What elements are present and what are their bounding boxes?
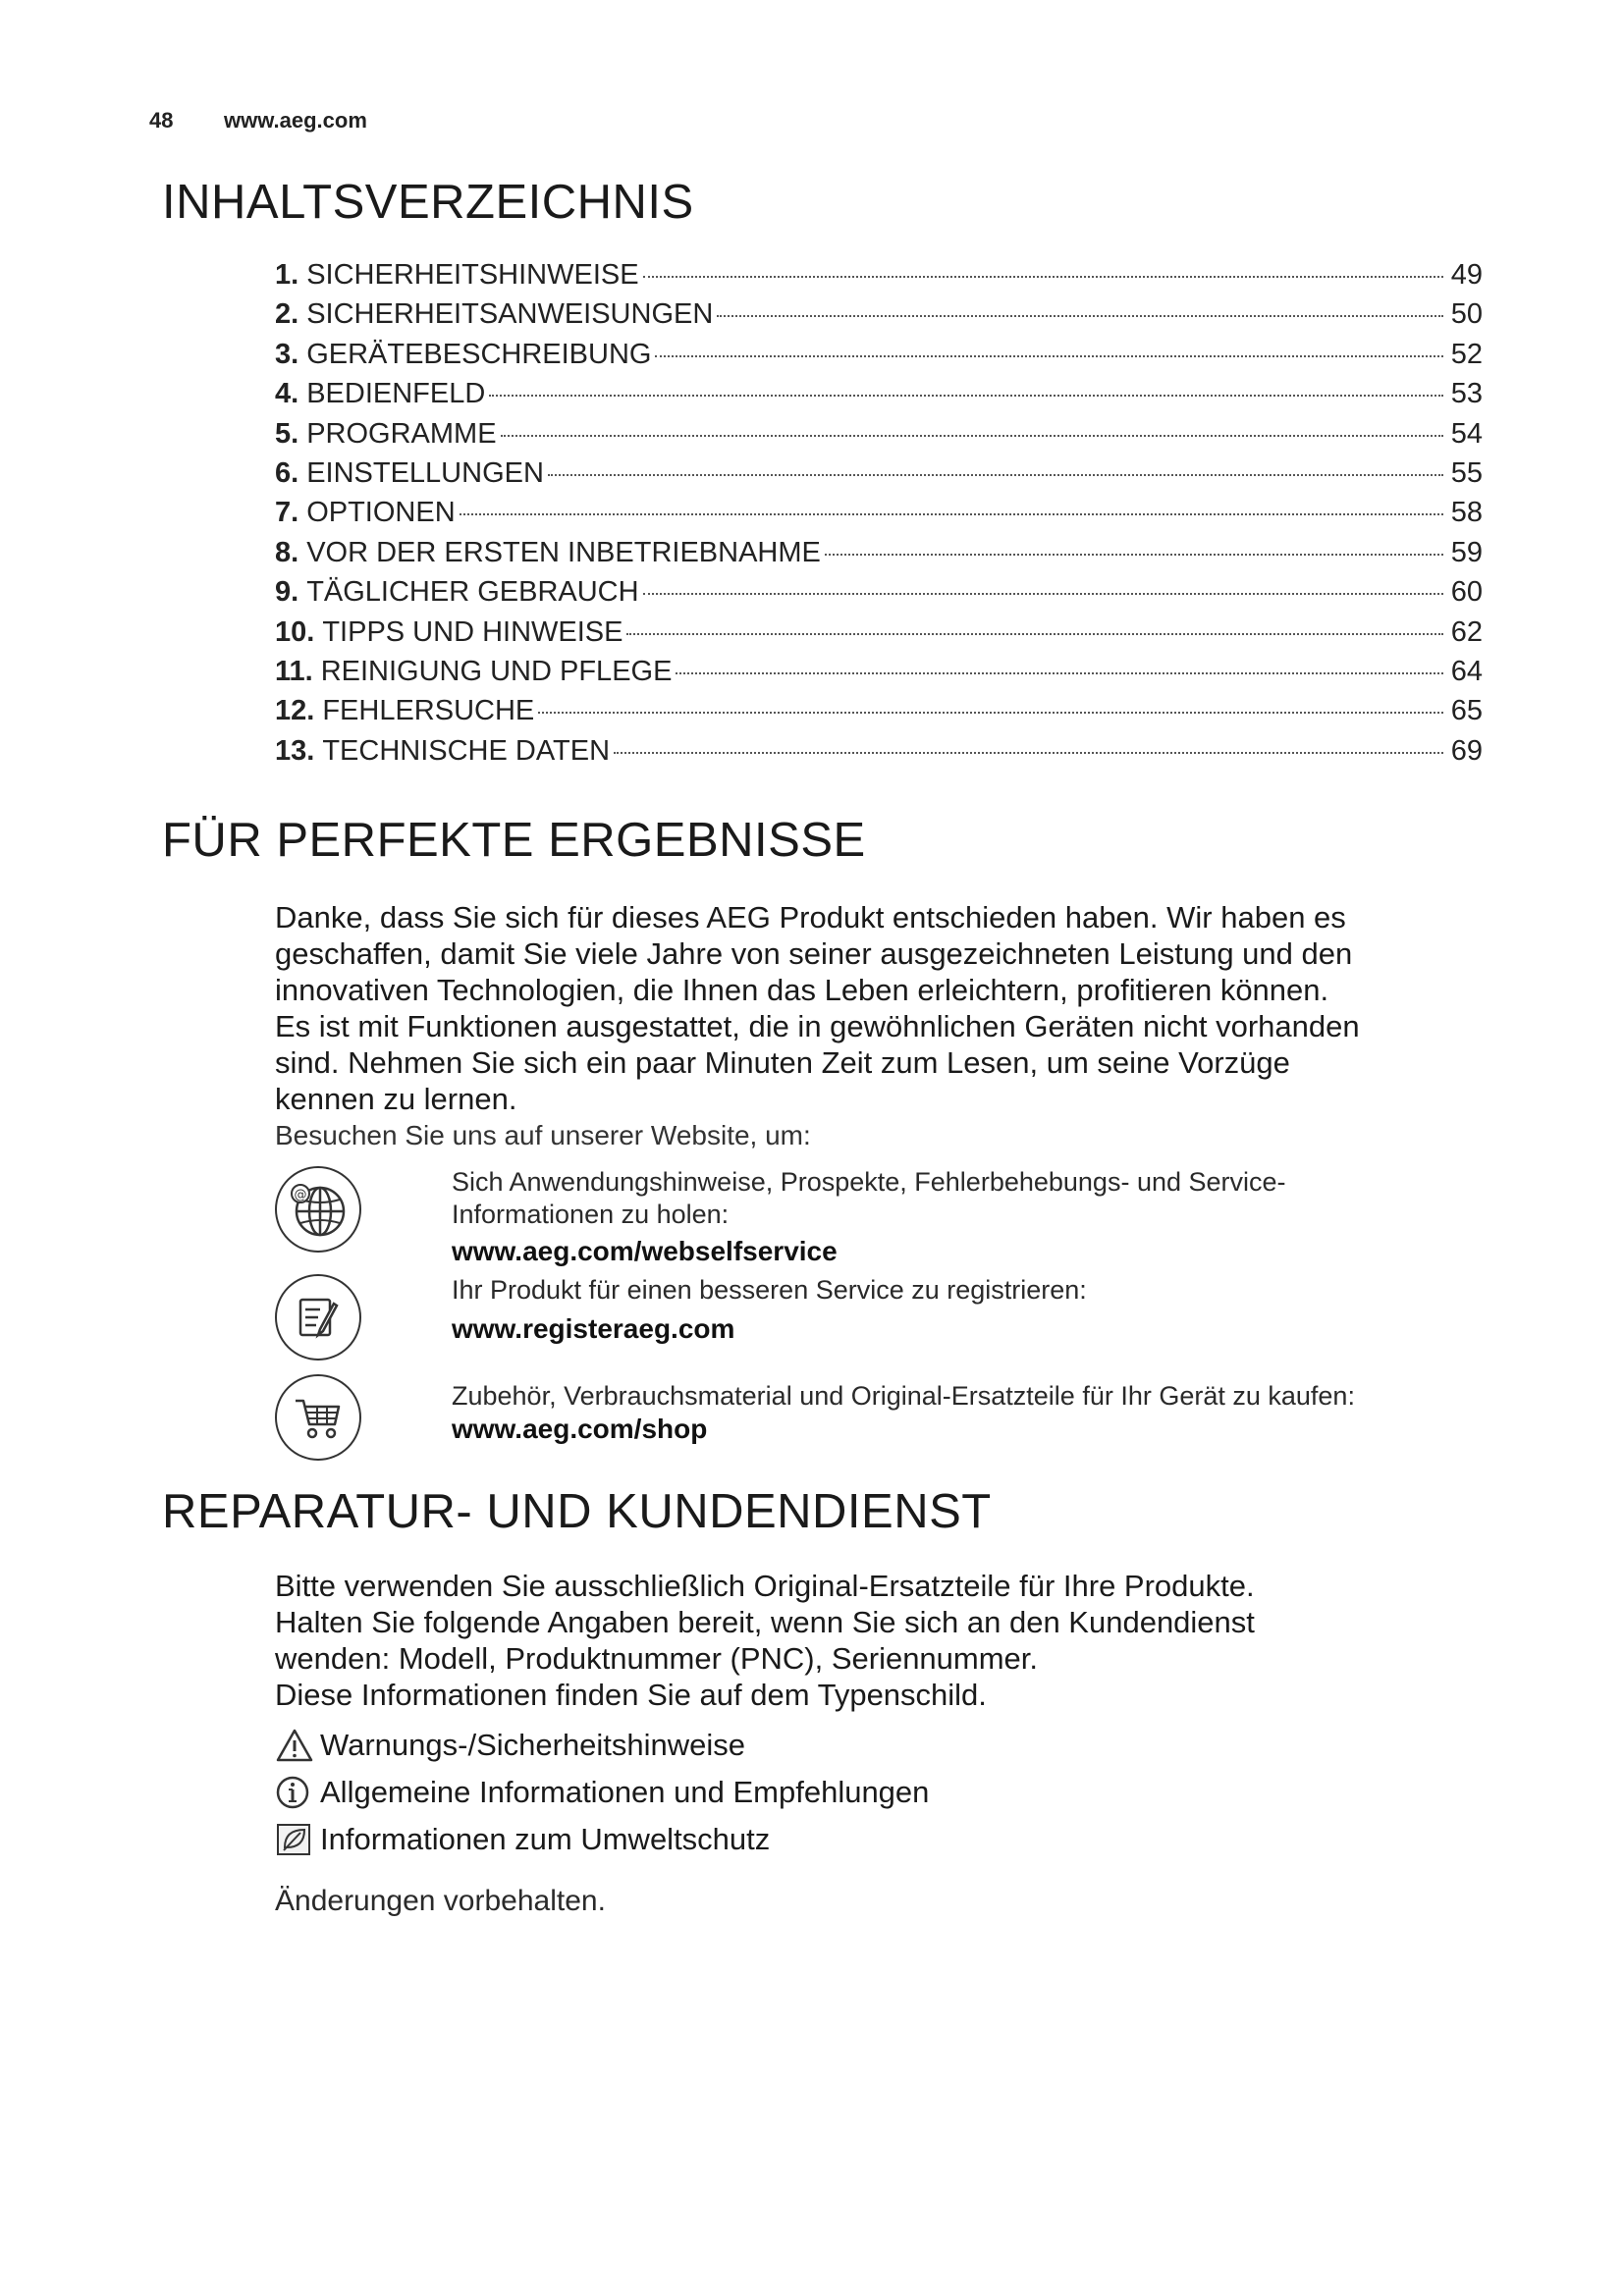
service-desc: Zubehör, Verbrauchsmaterial und Original-Ersatzteile für Ihr Gerät zu kaufen: xyxy=(452,1381,1355,1411)
toc-item-label: REINIGUNG UND PFLEGE xyxy=(320,655,673,687)
service-text xyxy=(452,1380,1355,1445)
toc-item-page: 69 xyxy=(1450,734,1483,767)
toc-leader xyxy=(643,276,1443,278)
repair-line: wenden: Modell, Produktnummer (PNC), Seriennummer. xyxy=(275,1641,1039,1676)
toc-item-label: BEDIENFELD xyxy=(306,378,486,410)
service-desc: Ihr Produkt für einen besseren Service zu registrieren: xyxy=(452,1275,1087,1305)
footer-note: Änderungen vorbehalten. xyxy=(275,1885,606,1917)
toc-item-label: GERÄTEBESCHREIBUNG xyxy=(306,338,652,370)
toc-leader xyxy=(501,435,1443,437)
perfect-results-title: FÜR PERFEKTE ERGEBNISSE xyxy=(162,814,866,867)
header-url[interactable]: www.aeg.com xyxy=(224,108,367,133)
toc-item[interactable] xyxy=(275,339,1483,378)
toc-item[interactable] xyxy=(275,656,1483,695)
toc-item[interactable] xyxy=(275,616,1483,656)
toc-item-number: 3. xyxy=(275,338,299,370)
repair-line: Bitte verwenden Sie ausschließlich Original-Ersatzteile für Ihre Produkte. xyxy=(275,1569,1255,1603)
toc-item-number: 2. xyxy=(275,298,299,331)
toc-leader xyxy=(489,395,1443,397)
toc-item-number: 1. xyxy=(275,259,299,291)
toc-item-page: 55 xyxy=(1450,456,1483,489)
toc-item-page: 65 xyxy=(1450,695,1483,727)
toc-item-page: 64 xyxy=(1450,655,1483,687)
warning-icon xyxy=(275,1728,314,1763)
toc-item-page: 59 xyxy=(1450,536,1483,568)
legend-label: Informationen zum Umweltschutz xyxy=(320,1822,771,1856)
toc-item-number: 6. xyxy=(275,456,299,489)
repair-paragraph xyxy=(275,1568,1522,1713)
register-icon xyxy=(275,1274,361,1361)
visit-text: Besuchen Sie uns auf unserer Website, um: xyxy=(275,1120,811,1150)
toc-item-label: SICHERHEITSANWEISUNGEN xyxy=(306,298,714,331)
toc-item-page: 58 xyxy=(1450,497,1483,529)
toc-leader xyxy=(825,554,1443,556)
legend-info xyxy=(275,1775,929,1810)
toc-item[interactable] xyxy=(275,576,1483,615)
toc-leader xyxy=(538,712,1443,714)
toc-leader xyxy=(643,593,1443,595)
repair-line: Diese Informationen finden Sie auf dem Typenschild. xyxy=(275,1678,987,1712)
toc-item-page: 60 xyxy=(1450,576,1483,609)
toc-leader xyxy=(717,315,1443,317)
toc-leader xyxy=(548,474,1443,476)
repair-service-title: REPARATUR- UND KUNDENDIENST xyxy=(162,1485,992,1538)
legend-label: Warnungs-/Sicherheitshinweise xyxy=(320,1728,746,1762)
toc-item-number: 13. xyxy=(275,734,315,767)
toc-item-label: SICHERHEITSHINWEISE xyxy=(306,259,639,291)
toc-leader xyxy=(614,752,1443,754)
toc-item[interactable] xyxy=(275,457,1483,497)
toc-item-number: 12. xyxy=(275,695,315,727)
toc-item[interactable] xyxy=(275,259,1483,298)
service-shop xyxy=(275,1374,1522,1472)
toc-item-page: 54 xyxy=(1450,417,1483,450)
toc-item-page: 53 xyxy=(1450,378,1483,410)
repair-line: Halten Sie folgende Angaben bereit, wenn Sie sich an den Kundendienst xyxy=(275,1605,1255,1639)
shop-link[interactable]: www.aeg.com/shop xyxy=(452,1414,708,1444)
intro-line: innovativen Technologien, die Ihnen das Leben erleichtern, profitieren können. xyxy=(275,973,1329,1007)
toc-leader xyxy=(626,633,1443,635)
cart-icon xyxy=(275,1374,361,1461)
service-text xyxy=(452,1166,1286,1267)
page-header xyxy=(149,108,367,133)
intro-line: Danke, dass Sie sich für dieses AEG Produkt entschieden haben. Wir haben es xyxy=(275,900,1346,934)
registeraeg-link[interactable]: www.registeraeg.com xyxy=(452,1313,735,1344)
toc-item-label: TECHNISCHE DATEN xyxy=(322,734,611,767)
legend-label: Allgemeine Informationen und Empfehlungen xyxy=(320,1775,930,1809)
toc-item-page: 50 xyxy=(1450,298,1483,331)
legend-warning xyxy=(275,1728,745,1763)
globe-icon xyxy=(275,1166,361,1253)
table-of-contents xyxy=(275,259,1483,774)
service-desc: Sich Anwendungshinweise, Prospekte, Fehlerbehebungs- und Service- xyxy=(452,1167,1286,1197)
service-register xyxy=(275,1274,1522,1372)
toc-item[interactable] xyxy=(275,378,1483,417)
toc-item-label: EINSTELLUNGEN xyxy=(306,456,544,489)
toc-item-number: 7. xyxy=(275,497,299,529)
toc-item-label: PROGRAMME xyxy=(306,417,497,450)
intro-line: kennen zu lernen. xyxy=(275,1082,517,1116)
info-icon xyxy=(275,1775,314,1810)
toc-item-label: OPTIONEN xyxy=(306,497,456,529)
webselfservice-link[interactable]: www.aeg.com/webselfservice xyxy=(452,1236,838,1266)
toc-leader xyxy=(655,355,1443,357)
toc-item[interactable] xyxy=(275,418,1483,457)
intro-line: sind. Nehmen Sie sich ein paar Minuten Zeit zum Lesen, um seine Vorzüge xyxy=(275,1045,1290,1080)
intro-line: geschaffen, damit Sie viele Jahre von seiner ausgezeichneten Leistung und den xyxy=(275,936,1353,971)
toc-item[interactable] xyxy=(275,537,1483,576)
toc-item-page: 62 xyxy=(1450,615,1483,648)
legend-environment xyxy=(275,1822,770,1857)
toc-item[interactable] xyxy=(275,735,1483,774)
svg-text:@: @ xyxy=(294,1188,307,1202)
toc-item-label: VOR DER ERSTEN INBETRIEBNAHME xyxy=(306,536,821,568)
toc-item-number: 9. xyxy=(275,576,299,609)
toc-item-label: FEHLERSUCHE xyxy=(322,695,535,727)
toc-item-number: 4. xyxy=(275,378,299,410)
toc-leader xyxy=(460,513,1443,515)
toc-item-number: 10. xyxy=(275,615,315,648)
toc-item-number: 5. xyxy=(275,417,299,450)
toc-item-number: 8. xyxy=(275,536,299,568)
intro-line: Es ist mit Funktionen ausgestattet, die in gewöhnlichen Geräten nicht vorhanden xyxy=(275,1009,1360,1043)
intro-paragraph xyxy=(275,899,1522,1153)
toc-item-number: 11. xyxy=(275,655,313,687)
leaf-icon xyxy=(275,1822,314,1857)
service-text xyxy=(452,1274,1087,1345)
toc-item-page: 49 xyxy=(1450,259,1483,291)
page-number: 48 xyxy=(149,108,174,133)
service-webselfservice xyxy=(275,1166,1522,1264)
toc-leader xyxy=(676,672,1443,674)
toc-item[interactable] xyxy=(275,695,1483,734)
service-desc: Informationen zu holen: xyxy=(452,1200,730,1229)
toc-title: INHALTSVERZEICHNIS xyxy=(162,176,694,229)
toc-item-page: 52 xyxy=(1450,338,1483,370)
toc-item[interactable] xyxy=(275,497,1483,536)
toc-item[interactable] xyxy=(275,298,1483,338)
toc-item-label: TÄGLICHER GEBRAUCH xyxy=(306,576,639,609)
toc-item-label: TIPPS UND HINWEISE xyxy=(322,615,623,648)
